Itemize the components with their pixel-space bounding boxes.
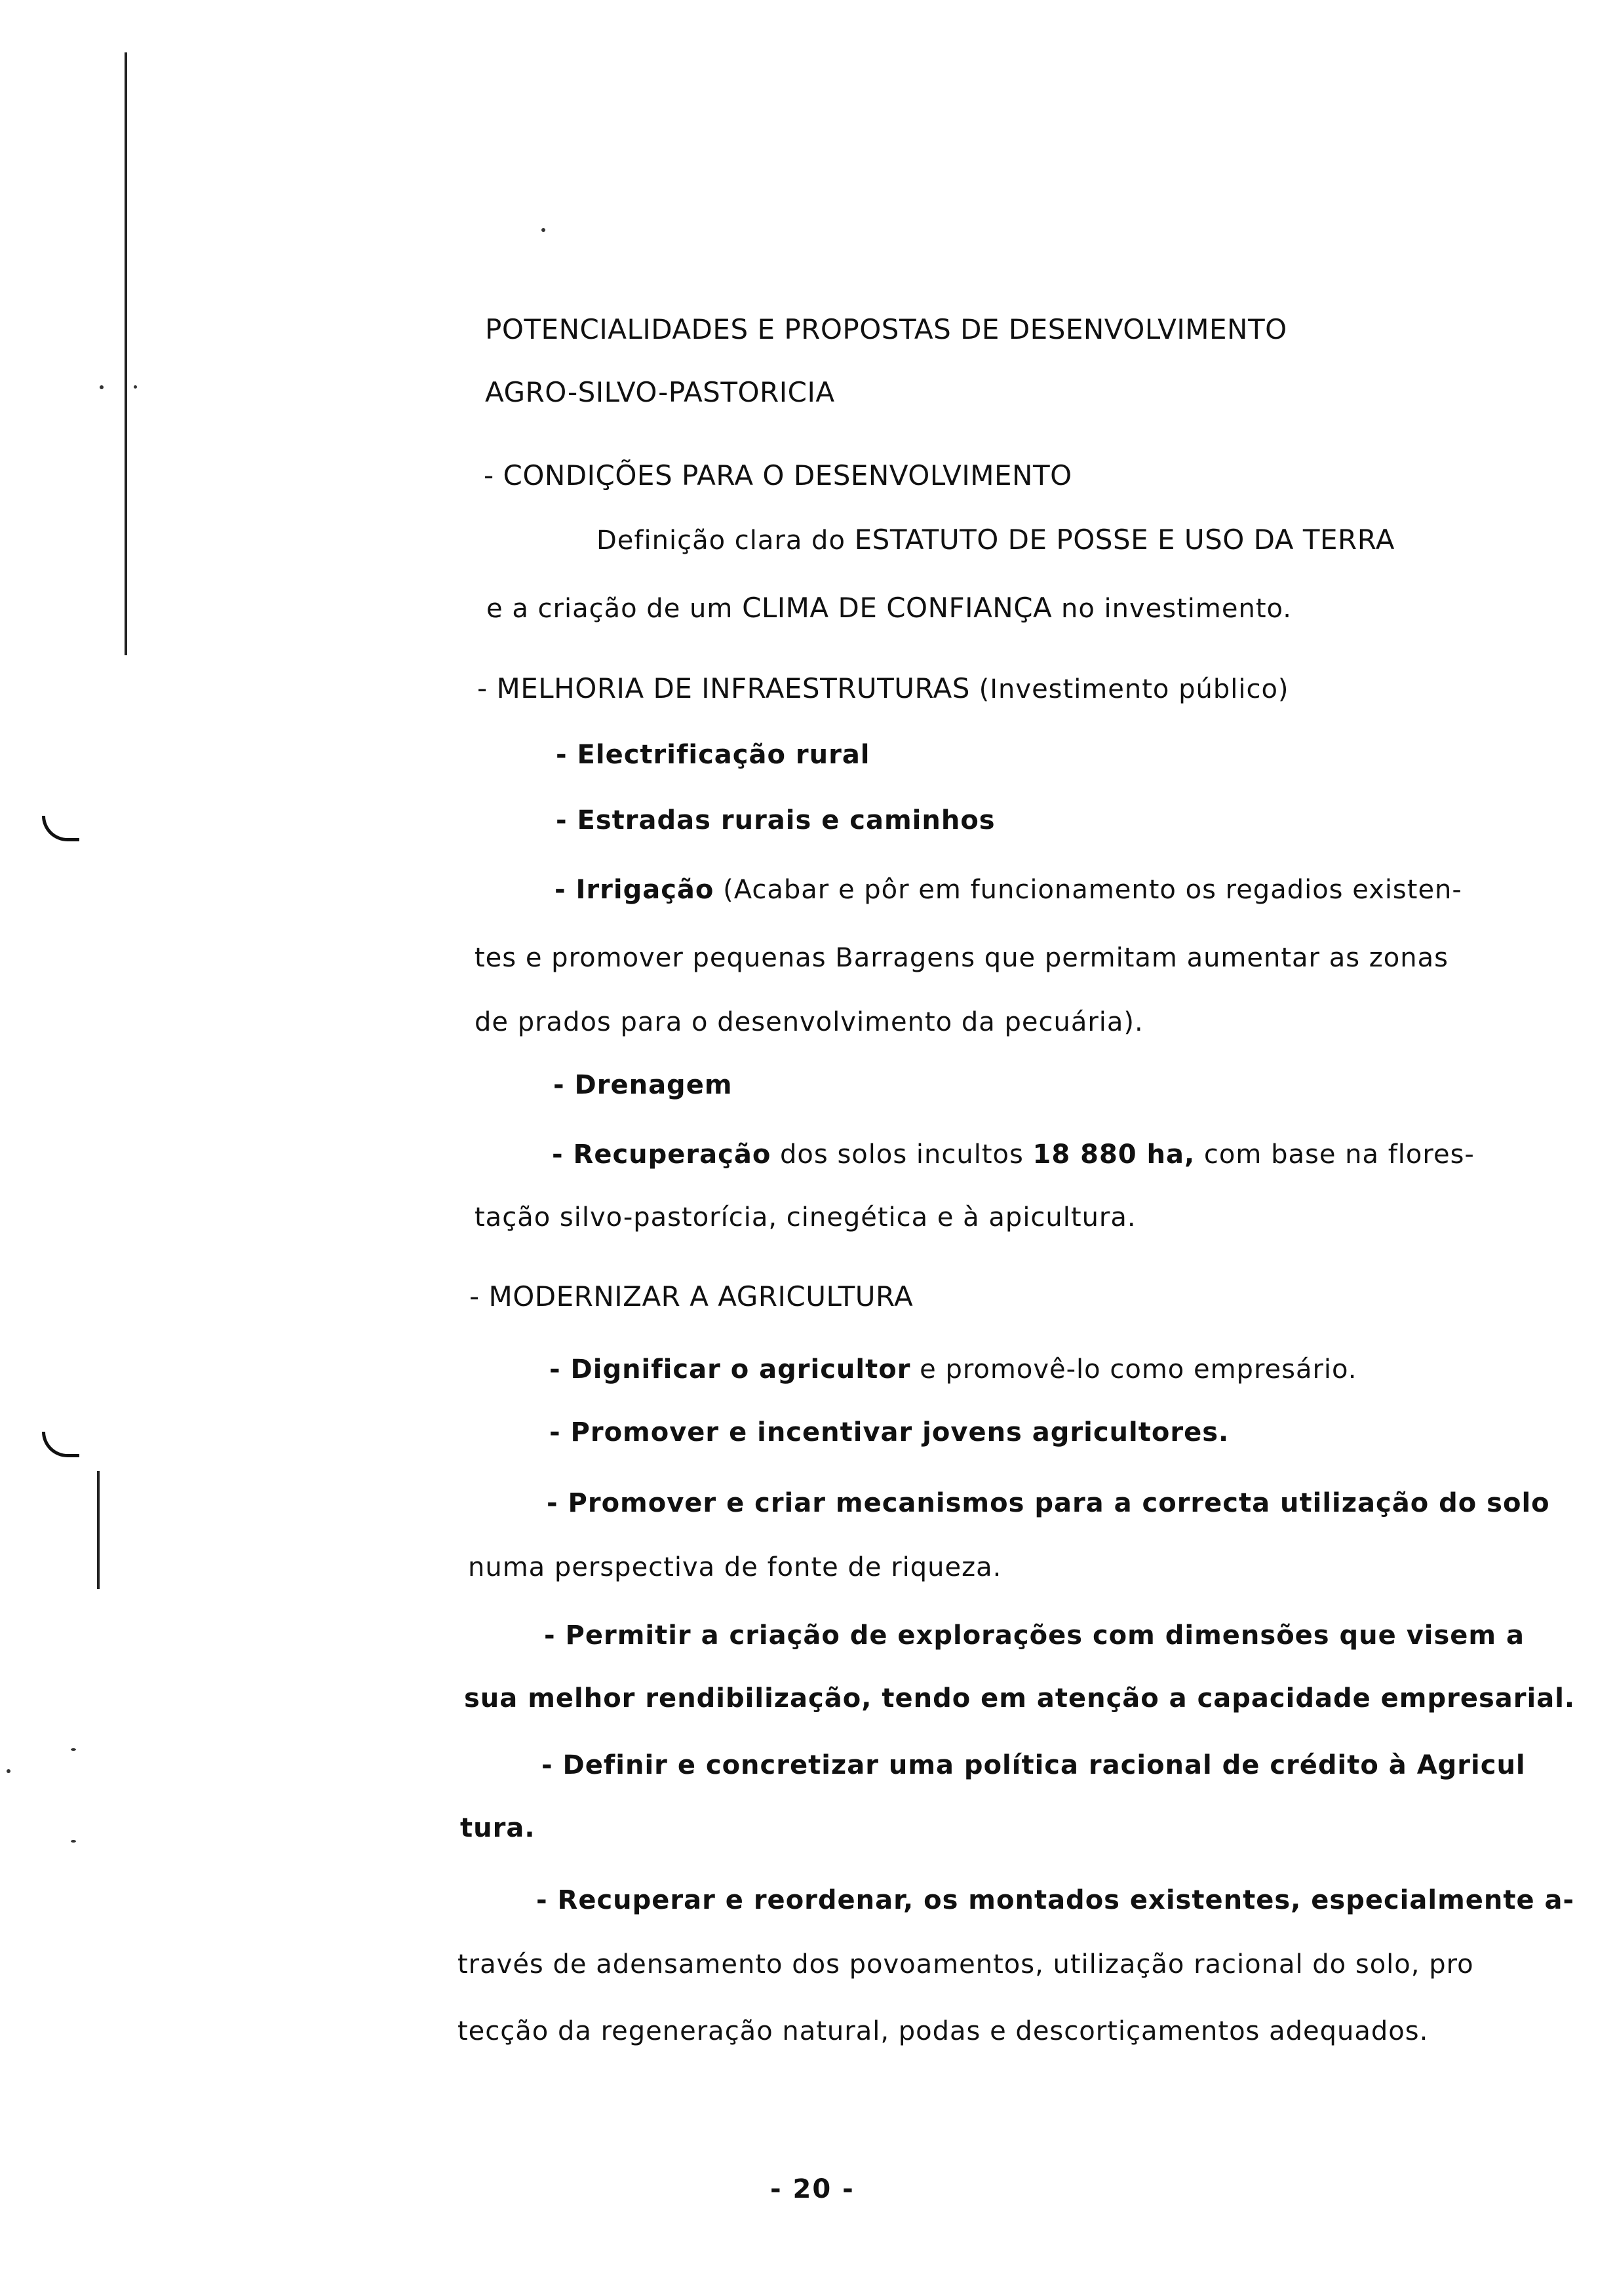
section-heading-modernize: - MODERNIZAR A AGRICULTURA (469, 1280, 914, 1312)
list-item: - Electrificação rural (556, 740, 870, 770)
list-item-continuation: de prados para o desenvolvimento da pecuária). (475, 1007, 1144, 1037)
paragraph-line (596, 526, 1395, 554)
list-item: - Permitir a criação de explorações com dimensões que visem a (544, 1620, 1525, 1651)
heading-note: (Investimento público) (969, 674, 1289, 704)
list-item: - Definir e concretizar uma política racional de crédito à Agricul (541, 1750, 1526, 1780)
document-title: POTENCIALIDADES E PROPOSTAS DE DESENVOLVIMENTO (485, 313, 1287, 345)
scan-speck (100, 385, 104, 389)
list-item-continuation: sua melhor rendibilização, tendo em atenção a capacidade empresarial. (464, 1683, 1576, 1713)
list-item-continuation: través de adensamento dos povoamentos, utilização racional do solo, pro (457, 1949, 1474, 1980)
list-item: - Recuperar e reordenar, os montados existentes, especialmente a- (536, 1885, 1575, 1915)
binding-mark-icon (42, 1432, 79, 1457)
paragraph-text: Definição clara do (596, 526, 855, 556)
list-item-text: (Acabar e pôr em funcionamento os regadios existen- (714, 875, 1462, 905)
margin-scan-line (125, 52, 127, 655)
list-item-text: dos solos incultos (771, 1139, 1033, 1170)
scan-speck (7, 1769, 10, 1773)
list-item-figure: 18 880 ha, (1032, 1139, 1196, 1170)
list-item (549, 1356, 1357, 1383)
paragraph-text: e a criação de um (486, 594, 743, 624)
section-heading: - MELHORIA DE INFRAESTRUTURAS (477, 672, 970, 704)
list-item-label: - Recuperação (552, 1139, 771, 1170)
paragraph-line (486, 594, 1292, 622)
list-item: - Promover e incentivar jovens agricultores. (549, 1417, 1230, 1447)
list-item-continuation: tes e promover pequenas Barragens que permitam aumentar as zonas (475, 943, 1449, 973)
section-heading-infrastructure (477, 672, 1289, 704)
scan-speck (71, 1748, 76, 1751)
list-item (552, 1141, 1475, 1168)
list-item-label: - Dignificar o agricultor (549, 1354, 911, 1385)
caps-phrase: CLIMA DE CONFIANÇA (742, 592, 1053, 624)
scan-speck (71, 1840, 76, 1843)
list-item: - Promover e criar mecanismos para a correcta utilização do solo (547, 1488, 1550, 1518)
caps-phrase: ESTATUTO DE POSSE E USO DA TERRA (854, 524, 1395, 556)
margin-scan-line (97, 1471, 100, 1589)
list-item: - Estradas rurais e caminhos (556, 805, 996, 835)
list-item-text: e promovê-lo como empresário. (910, 1354, 1357, 1385)
scan-speck (541, 228, 545, 232)
page-number: - 20 - (770, 2174, 855, 2204)
list-item-continuation: tura. (460, 1813, 535, 1843)
list-item-continuation: numa perspectiva de fonte de riqueza. (468, 1552, 1002, 1582)
paragraph-text: no investimento. (1052, 594, 1293, 624)
list-item (555, 877, 1462, 903)
list-item-continuation: tação silvo-pastorícia, cinegética e à apicultura. (475, 1202, 1137, 1233)
list-item-label: - Irrigação (555, 875, 714, 905)
section-heading-conditions: - CONDIÇÕES PARA O DESENVOLVIMENTO (484, 459, 1072, 491)
document-subtitle: AGRO-SILVO-PASTORICIA (485, 376, 835, 408)
list-item-continuation: tecção da regeneração natural, podas e descortiçamentos adequados. (457, 2016, 1429, 2046)
binding-mark-icon (42, 816, 79, 841)
list-item: - Drenagem (553, 1070, 733, 1100)
list-item-text: com base na flores- (1195, 1139, 1475, 1170)
scan-speck (134, 385, 137, 389)
